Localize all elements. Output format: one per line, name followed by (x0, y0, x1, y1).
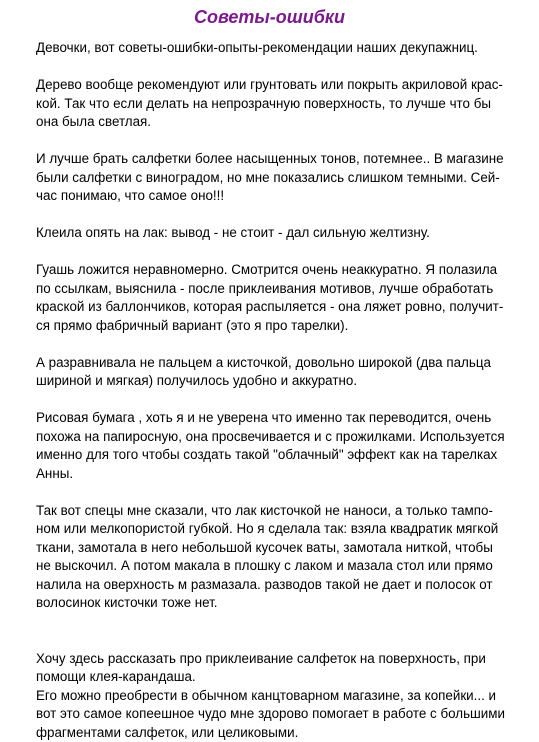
text-line: ся прямо фабричный вариант (это я про тарелки). (36, 317, 506, 336)
text-line: она была светлая. (36, 113, 506, 132)
text-line: Гуашь ложится неравномерно. Смотрится очень неаккуратно. Я полазила (36, 261, 506, 280)
page-title: Советы-ошибки (0, 6, 539, 28)
paragraph-gap (36, 132, 506, 151)
text-line: Дерево вообще рекомендуют или грунтовать или покрыть акриловой крас- (36, 76, 506, 95)
text-line: были салфетки с виноградом, но мне показались слишком темными. Сей- (36, 169, 506, 188)
paragraph-gap (36, 206, 506, 225)
paragraph (36, 650, 506, 742)
paragraph-gap (36, 631, 506, 650)
paragraph (36, 354, 506, 391)
text-line: именно для того чтобы создать такой "облачный" эффект как на тарелках (36, 446, 506, 465)
paragraph-gap (36, 613, 506, 632)
text-line: Девочки, вот советы-ошибки-опыты-рекомендации наших декупажниц. (36, 39, 506, 58)
text-line: похожа на папиросную, она просвечивается и с прожилками. Используется (36, 428, 506, 447)
text-line: не выскочил. А потом макала в плошку с лаком и мазала стол или прямо (36, 557, 506, 576)
text-line: А разравнивала не пальцем а кисточкой, довольно широкой (два пальца (36, 354, 506, 373)
paragraph-gap (36, 483, 506, 502)
paragraph (36, 39, 506, 58)
text-line: ткани, замотала в него небольшой кусочек ваты, замотала ниткой, чтобы (36, 539, 506, 558)
text-line: волосинок кисточки тоже нет. (36, 594, 506, 613)
text-line: кой. Так что если делать на непрозрачную поверхность, то лучше что бы (36, 95, 506, 114)
text-line: Клеила опять на лак: вывод - не стоит - дал сильную желтизну. (36, 224, 506, 243)
text-line: шириной и мягкая) получилось удобно и аккуратно. (36, 372, 506, 391)
paragraph (36, 261, 506, 335)
text-line: Рисовая бумага , хоть я и не уверена что именно так переводится, очень (36, 409, 506, 428)
text-line: вот это самое копеешное чудо мне здорово помогает в работе с большими (36, 705, 506, 724)
text-line: час понимаю, что самое оно!!! (36, 187, 506, 206)
paragraph (36, 224, 506, 243)
text-line: налила на оверхность м размазала. разводов такой не дает и полосок от (36, 576, 506, 595)
text-line: Хочу здесь рассказать про приклеивание салфеток на поверхность, при (36, 650, 506, 669)
paragraph (36, 150, 506, 206)
paragraph-gap (36, 391, 506, 410)
text-line: фрагментами салфеток, или целиковыми. (36, 724, 506, 742)
text-line: помощи клея-карандаша. (36, 668, 506, 687)
text-line: И лучше брать салфетки более насыщенных тонов, потемнее.. В магазине (36, 150, 506, 169)
paragraph (36, 502, 506, 613)
paragraph-gap (36, 243, 506, 262)
paragraph (36, 76, 506, 132)
text-line: Анны. (36, 465, 506, 484)
article-body (36, 39, 506, 742)
text-line: Его можно преобрести в обычном канцтоварном магазине, за копейки... и (36, 687, 506, 706)
text-line: ном или мелкопористой губкой. Но я сделала так: взяла квадратик мягкой (36, 520, 506, 539)
paragraph-gap (36, 58, 506, 77)
text-line: краской из баллончиков, которая распыляется - она ляжет ровно, получит- (36, 298, 506, 317)
text-line: Так вот спецы мне сказали, что лак кисточкой не наноси, а только тампо- (36, 502, 506, 521)
text-line: по ссылкам, выяснила - после приклеивания мотивов, лучше обработать (36, 280, 506, 299)
paragraph-gap (36, 335, 506, 354)
paragraph (36, 409, 506, 483)
